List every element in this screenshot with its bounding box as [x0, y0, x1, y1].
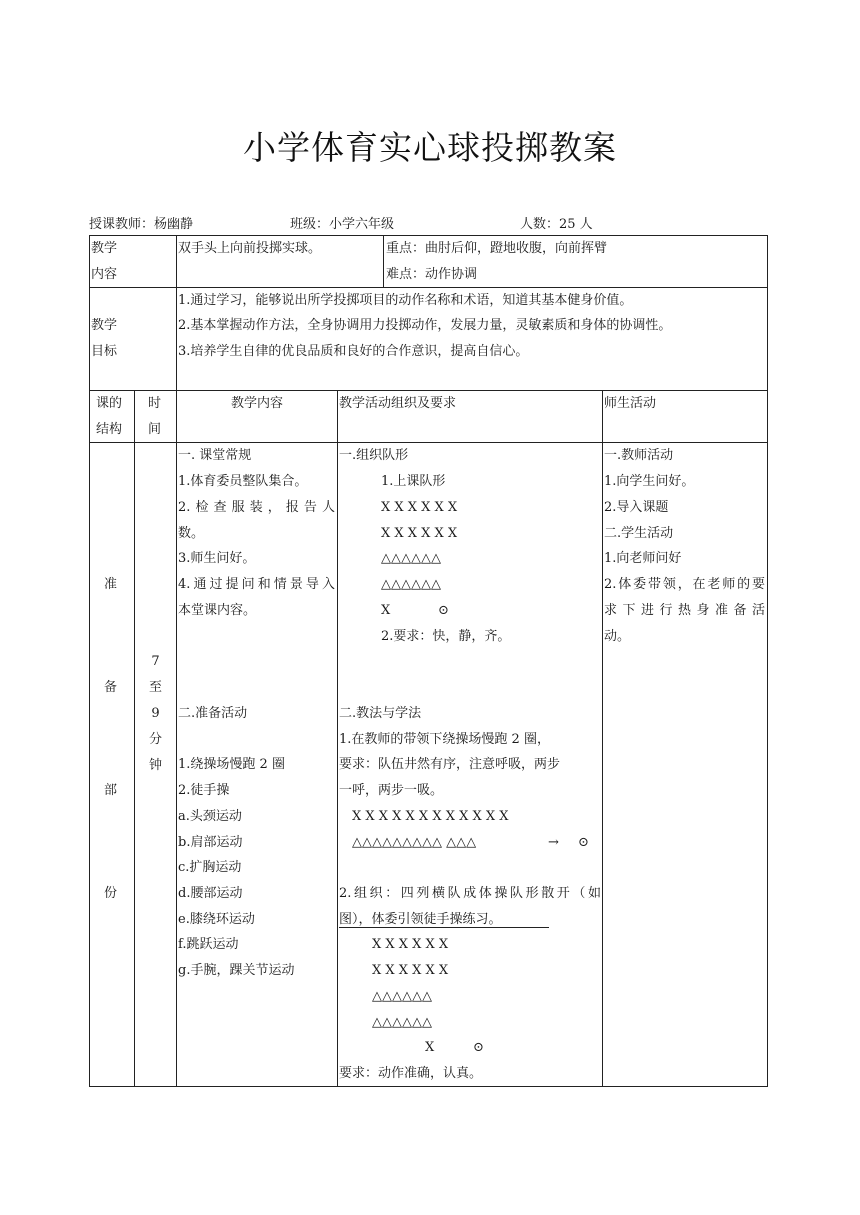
section-char: 备	[104, 680, 118, 695]
exercise-item: d.腰部运动	[178, 886, 243, 901]
teacher-activity-title: 一.教师活动	[604, 448, 674, 463]
formation-row: △△△△△△	[381, 551, 441, 566]
activity-item: 1.向学生问好。	[604, 474, 695, 489]
warmup-item: 1.绕操场慢跑 2 圈	[178, 757, 285, 772]
goals-label-2: 目标	[91, 344, 118, 359]
activity-item: 动。	[604, 629, 631, 644]
class-name: 班级：小学六年级	[290, 217, 395, 232]
method-text: 图），体委引领徒手操练习。	[339, 912, 502, 927]
exercise-item: e.膝绕环运动	[178, 912, 255, 927]
method-title: 二.教法与学法	[339, 706, 422, 721]
goals-label-1: 教学	[91, 318, 118, 333]
routine-item: 本堂课内容。	[178, 603, 257, 618]
formation-row: △△△△△△	[372, 989, 432, 1004]
time-text: 9	[151, 706, 160, 721]
teacher-position: X	[425, 1040, 435, 1055]
teacher-marker: ⊙	[473, 1040, 484, 1055]
section-char: 准	[104, 577, 118, 592]
direction-arrow: →	[548, 835, 559, 850]
time-text: 至	[148, 680, 162, 695]
exercise-item: f.跳跃运动	[178, 937, 239, 952]
exercise-item: a.头颈运动	[178, 809, 242, 824]
method-text: 一呼，两步一吸。	[339, 783, 444, 798]
routine-title: 一. 课堂常规	[178, 448, 252, 463]
formation-title: 一.组织队形	[339, 448, 409, 463]
teacher-position: X	[381, 603, 391, 618]
goal-item: 3.培养学生自律的优良品质和良好的合作意识，提高自信心。	[178, 344, 529, 359]
header-content: 教学内容	[230, 396, 283, 411]
activity-item: 2.导入课题	[604, 500, 669, 515]
goal-item: 1.通过学习，能够说出所学投掷项目的动作名称和术语，知道其基本健身价值。	[178, 293, 633, 308]
header-structure-1: 课的	[96, 396, 123, 411]
final-requirement: 要求：动作准确，认真。	[339, 1066, 483, 1081]
time-text: 钟	[148, 758, 162, 773]
exercise-item: g.手腕，踝关节运动	[178, 963, 295, 978]
run-row: X X X X X X X X X X X X	[352, 809, 509, 824]
exercise-item: c.扩胸运动	[178, 860, 242, 875]
header-organization: 教学活动组织及要求	[339, 396, 457, 411]
teacher-name: 授课教师：杨幽静	[89, 217, 194, 232]
method-text: 2.组织：四列横队成体操队形散开（如	[339, 886, 601, 901]
teaching-content: 双手头上向前投掷实球。	[178, 241, 322, 256]
formation-row: △△△△△△	[372, 1015, 432, 1030]
header-time-1: 时	[148, 396, 162, 411]
key-point: 重点：曲肘后仰，蹬地收腹，向前挥臂	[386, 241, 608, 256]
warmup-title: 二.准备活动	[178, 706, 248, 721]
routine-item: 数。	[178, 526, 205, 541]
time-text: 分	[148, 732, 162, 747]
formation-row: X X X X X X	[381, 526, 458, 541]
method-text: 1.在教师的带领下绕操场慢跑 2 圈，	[339, 732, 550, 747]
content-label-1: 教学	[91, 241, 118, 256]
difficulty: 难点：动作协调	[386, 267, 478, 282]
routine-item: 2.检查服装，报告人	[178, 500, 335, 515]
student-count: 人数：25 人	[520, 217, 593, 232]
exercise-item: b.肩部运动	[178, 835, 243, 850]
activity-item: 1.向老师问好	[604, 551, 682, 566]
routine-item: 3.师生问好。	[178, 551, 256, 566]
method-text: 要求：队伍井然有序，注意呼吸，两步	[339, 757, 561, 772]
header-time-2: 间	[148, 422, 162, 437]
activity-item: 求下进行热身准备活	[604, 603, 765, 618]
run-row: △△△△△△△△△ △△△	[352, 835, 477, 850]
formation-row: △△△△△△	[381, 577, 441, 592]
section-char: 份	[104, 886, 118, 901]
formation-subtitle: 1.上课队形	[381, 474, 446, 489]
formation-requirement: 2.要求：快，静，齐。	[381, 629, 511, 644]
page-title: 小学体育实心球投掷教案	[243, 128, 617, 167]
routine-item: 4.通过提问和情景导入	[178, 577, 335, 592]
formation-row: X X X X X X	[381, 500, 458, 515]
content-label-2: 内容	[91, 267, 118, 282]
activity-item: 2.体委带领，在老师的要	[604, 577, 765, 592]
routine-item: 1.体育委员整队集合。	[178, 474, 308, 489]
formation-row: X X X X X X	[372, 937, 449, 952]
goal-item: 2.基本掌握动作方法，全身协调用力投掷动作，发展力量，灵敏素质和身体的协调性。	[178, 318, 672, 333]
header-structure-2: 结构	[96, 422, 123, 437]
student-activity-title: 二.学生活动	[604, 526, 674, 541]
time-text: 7	[151, 654, 160, 669]
underline	[339, 927, 549, 928]
header-activity: 师生活动	[604, 396, 657, 411]
warmup-item: 2.徒手操	[178, 783, 230, 798]
teacher-marker: ⊙	[578, 835, 589, 850]
section-char: 部	[104, 783, 118, 798]
formation-row: X X X X X X	[372, 963, 449, 978]
teacher-marker: ⊙	[438, 603, 449, 618]
